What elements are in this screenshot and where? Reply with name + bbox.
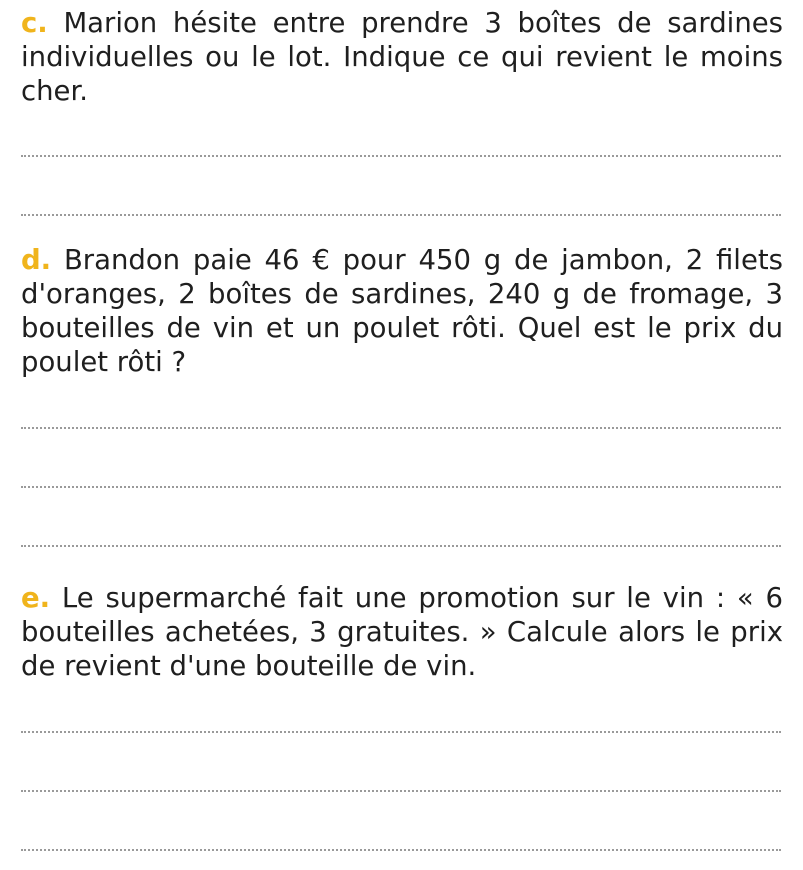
- answer-line-d-3[interactable]: [21, 545, 781, 547]
- exercise-letter-c: c.: [21, 7, 48, 39]
- exercise-c-question: Marion hésite entre prendre 3 boîtes de sardines individuelles ou le lot. Indique ce qui revient le moins cher.: [21, 7, 784, 107]
- exercise-c-text: [21, 6, 783, 108]
- exercise-d-text: [21, 243, 783, 379]
- exercise-e-question: Le supermarché fait une promotion sur le vin : « 6 bouteilles achetées, 3 gratuites. » Calcule alors le prix de revient d'une bouteille de vin.: [21, 582, 783, 682]
- exercise-c: [21, 6, 783, 108]
- answer-line-c-1[interactable]: [21, 155, 781, 157]
- answer-line-d-1[interactable]: [21, 427, 781, 429]
- exercise-d: [21, 243, 783, 379]
- answer-line-c-2[interactable]: [21, 214, 781, 216]
- answer-line-e-2[interactable]: [21, 790, 781, 792]
- exercise-d-question: Brandon paie 46 € pour 450 g de jambon, 2 filets d'oranges, 2 boîtes de sardines, 240 g de fromage, 3 bouteilles de vin et un poulet rôti. Quel est le prix du poulet rôti ?: [21, 244, 783, 378]
- exercise-e: [21, 581, 783, 683]
- answer-line-d-2[interactable]: [21, 486, 781, 488]
- answer-line-e-3[interactable]: [21, 849, 781, 851]
- exercise-letter-d: d.: [21, 244, 52, 276]
- exercise-e-text: [21, 581, 783, 683]
- exercise-letter-e: e.: [21, 582, 51, 614]
- answer-line-e-1[interactable]: [21, 731, 781, 733]
